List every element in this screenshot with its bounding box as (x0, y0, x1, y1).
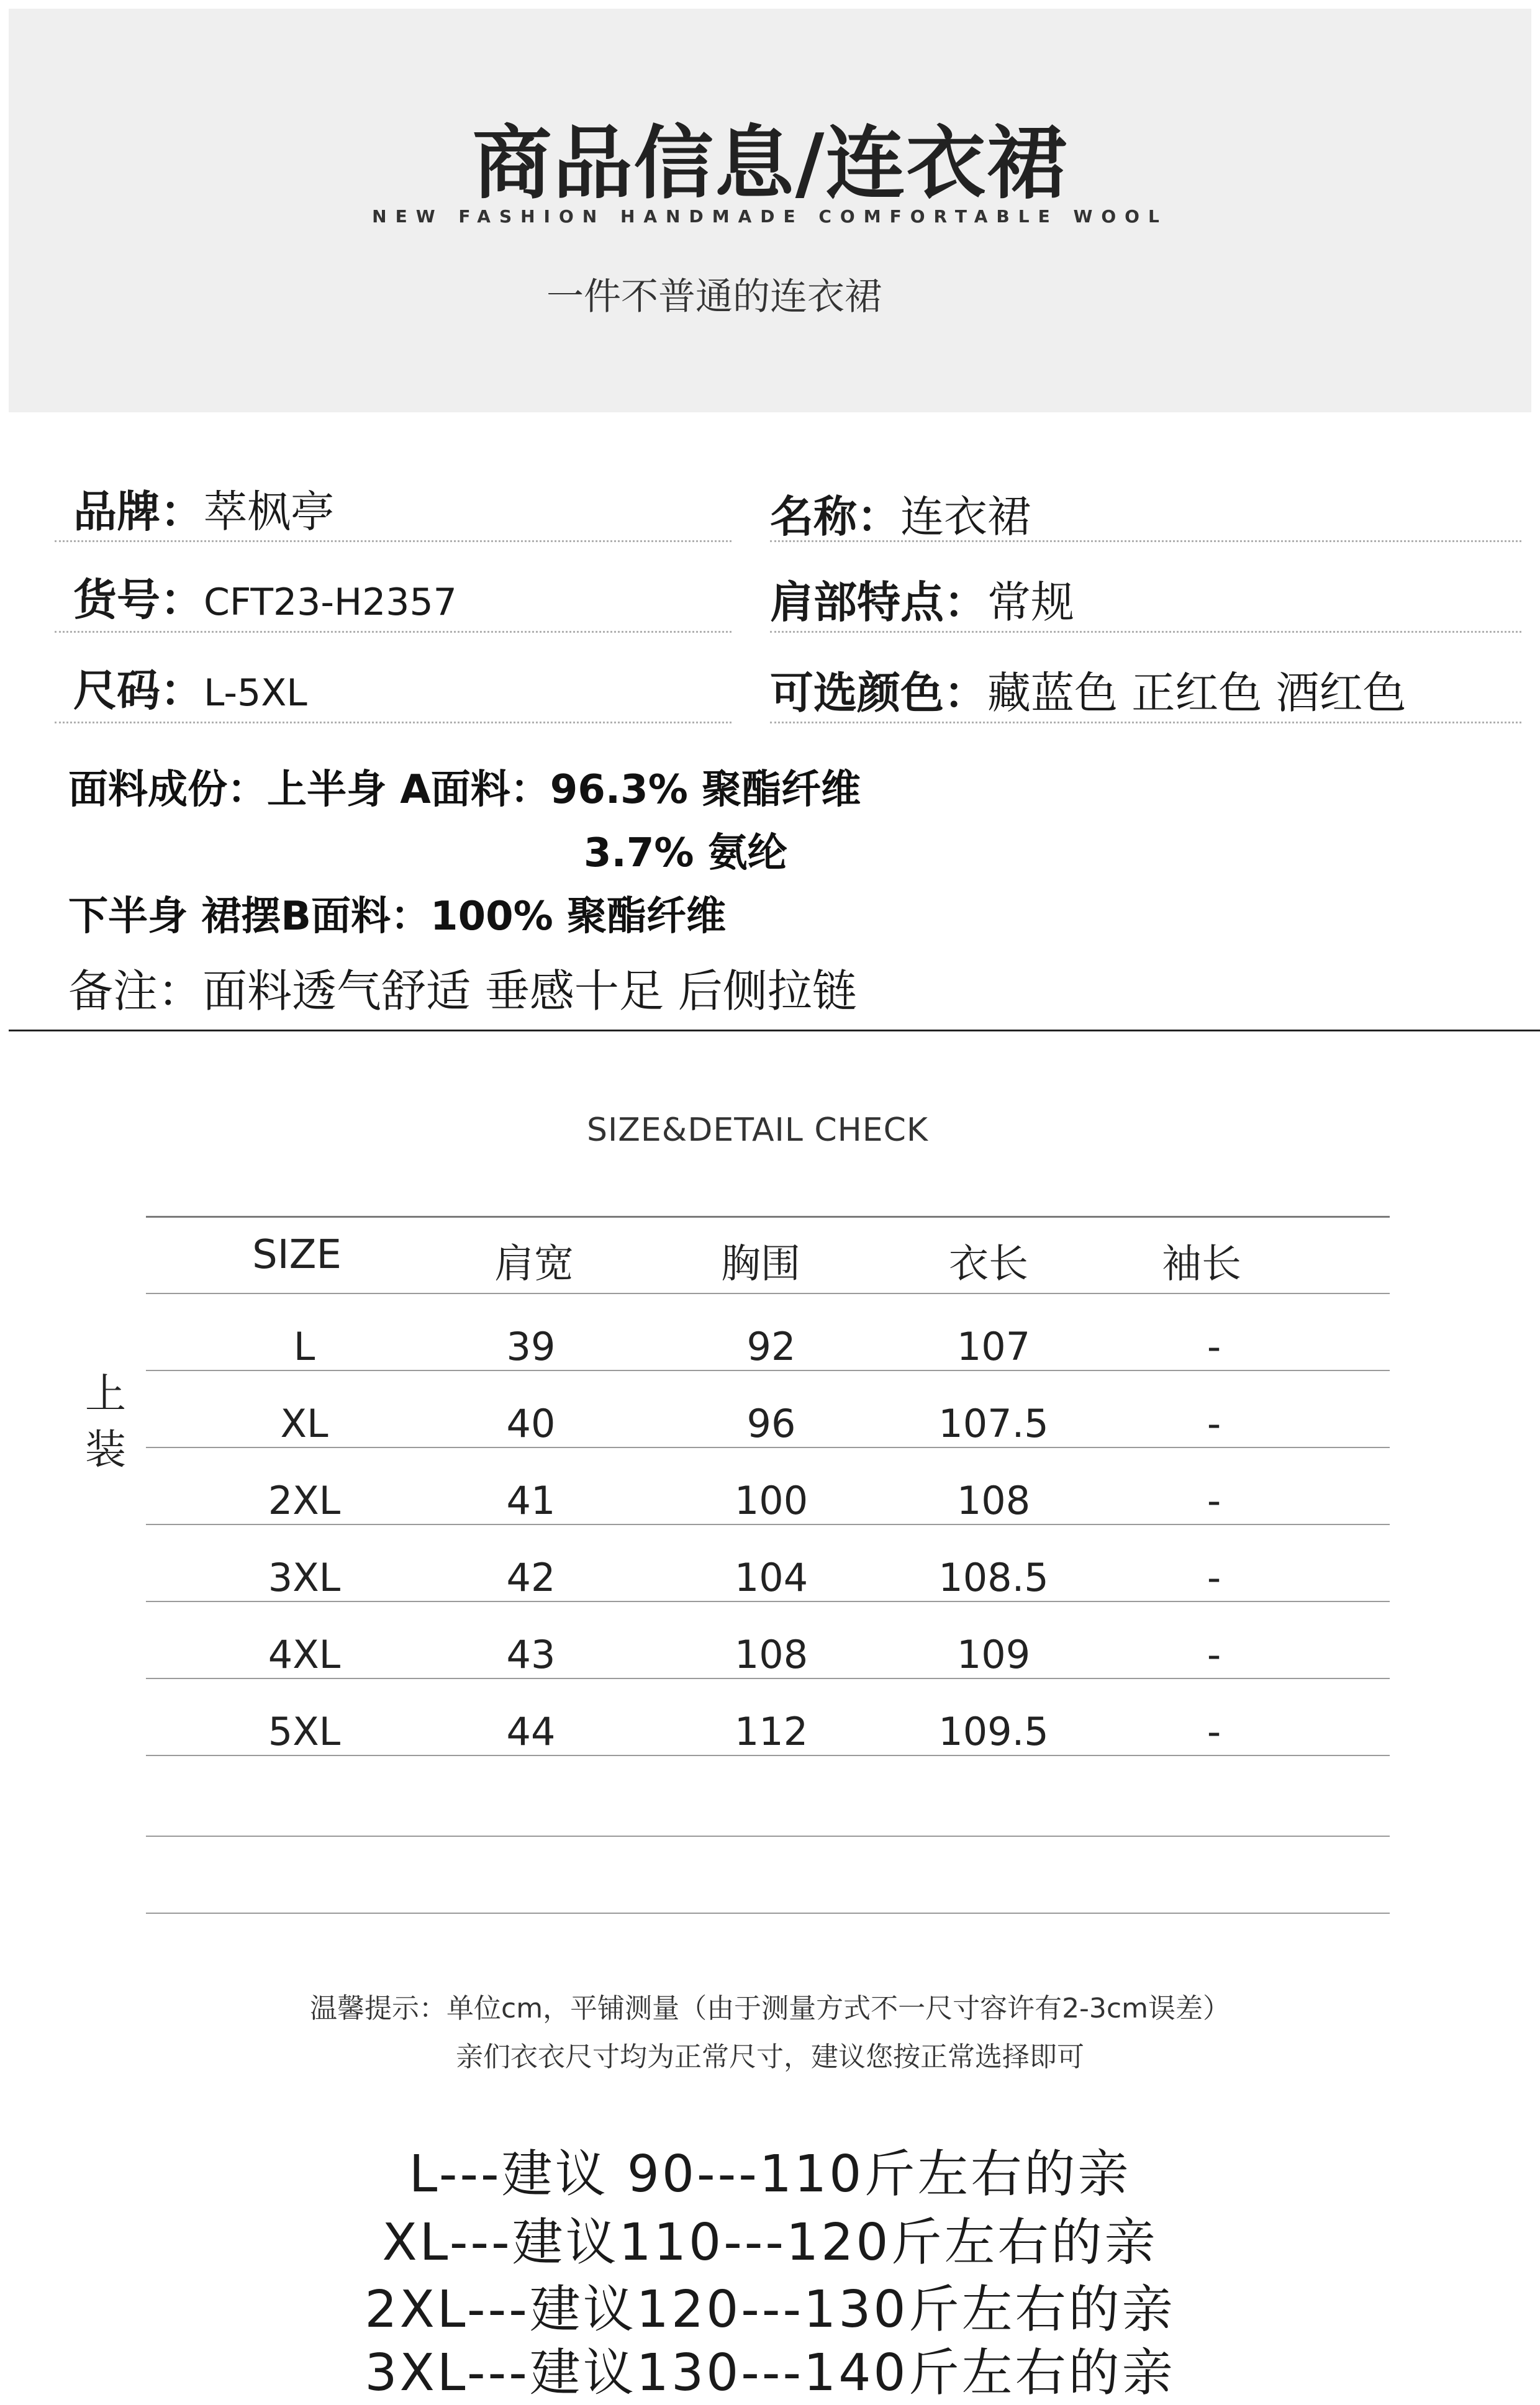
section-divider (9, 1030, 1540, 1031)
cell-shoulder: 43 (506, 1632, 556, 1677)
sku-value: CFT23-H2357 (204, 581, 457, 624)
brand-row (73, 477, 334, 540)
fabric-line-3: 下半身 裙摆B面料：100% 聚酯纤维 (68, 894, 727, 940)
weight-recommendation: L---建议 90---110斤左右的亲 (409, 2145, 1131, 2204)
dotted-divider (55, 540, 732, 542)
dotted-divider (770, 722, 1521, 723)
table-rule (146, 1370, 1390, 1371)
name-label: 名称： (770, 491, 900, 542)
name-value: 连衣裙 (900, 491, 1031, 542)
colors-row (770, 658, 1406, 721)
column-header-sleeve: 袖长 (1162, 1241, 1241, 1287)
weight-recommendation: 2XL---建议120---130斤左右的亲 (365, 2280, 1175, 2339)
shoulder-value: 常规 (987, 577, 1074, 628)
english-subtitle: NEW FASHION HANDMADE COMFORTABLE WOOL (372, 206, 1168, 227)
name-row (770, 482, 1031, 545)
dotted-divider (55, 722, 732, 723)
size-advice: 亲们衣衣尺寸均为正常尺寸，建议您按正常选择即可 (456, 2041, 1084, 2073)
section-label-char: 装 (85, 1426, 126, 1474)
tagline: 一件不普通的连衣裙 (546, 275, 882, 319)
table-rule (146, 1524, 1390, 1525)
table-rule (146, 1601, 1390, 1602)
fabric-line-2: 3.7% 氨纶 (584, 830, 787, 876)
cell-size: XL (280, 1401, 328, 1446)
cell-size: L (293, 1324, 315, 1369)
cell-length: 107 (956, 1324, 1031, 1369)
column-header-shoulder: 肩宽 (494, 1241, 574, 1287)
cell-sleeve: - (1207, 1401, 1221, 1446)
table-rule (146, 1293, 1390, 1294)
section-label-char: 上 (85, 1370, 126, 1418)
cell-length: 108.5 (938, 1555, 1049, 1600)
table-rule (146, 1913, 1390, 1914)
cell-size: 3XL (268, 1555, 341, 1600)
colors-label: 可选颜色： (770, 668, 987, 718)
cell-sleeve: - (1207, 1478, 1221, 1523)
table-rule (146, 1216, 1390, 1218)
shoulder-label: 肩部特点： (770, 577, 987, 628)
table-rule (146, 1755, 1390, 1756)
cell-length: 108 (956, 1478, 1031, 1523)
fabric-note: 备注：面料透气舒适 垂感十足 后侧拉链 (68, 965, 857, 1017)
column-header-size: SIZE (252, 1232, 342, 1278)
size-value: L-5XL (204, 671, 307, 715)
cell-length: 107.5 (938, 1401, 1049, 1446)
weight-recommendation: XL---建议110---120斤左右的亲 (382, 2213, 1158, 2272)
cell-length: 109.5 (938, 1709, 1049, 1754)
cell-chest: 92 (746, 1324, 796, 1369)
cell-size: 4XL (268, 1632, 341, 1677)
table-rule (146, 1678, 1390, 1679)
cell-chest: 104 (734, 1555, 808, 1600)
cell-chest: 100 (734, 1478, 808, 1523)
cell-shoulder: 41 (506, 1478, 556, 1523)
fabric-line-1: 面料成份：上半身 A面料：96.3% 聚酯纤维 (68, 767, 861, 813)
weight-recommendation: 3XL---建议130---140斤左右的亲 (365, 2344, 1175, 2403)
dotted-divider (770, 540, 1521, 542)
colors-value: 藏蓝色 正红色 酒红色 (987, 668, 1406, 718)
dotted-divider (55, 631, 732, 633)
cell-sleeve: - (1207, 1555, 1221, 1600)
cell-sleeve: - (1207, 1632, 1221, 1677)
measurement-tip: 温馨提示：单位cm，平铺测量（由于测量方式不一尺寸容许有2-3cm误差） (310, 1993, 1230, 2024)
cell-shoulder: 42 (506, 1555, 556, 1600)
page-title: 商品信息/连衣裙 (472, 117, 1068, 210)
cell-chest: 112 (734, 1709, 808, 1754)
cell-chest: 96 (746, 1401, 796, 1446)
table-rule (146, 1836, 1390, 1837)
column-header-chest: 胸围 (721, 1241, 800, 1287)
size-label: 尺码： (73, 665, 204, 716)
sku-row (73, 565, 457, 628)
brand-label: 品牌： (73, 486, 204, 537)
size-row (73, 656, 307, 718)
cell-shoulder: 44 (506, 1709, 556, 1754)
cell-sleeve: - (1207, 1709, 1221, 1754)
cell-shoulder: 39 (506, 1324, 556, 1369)
brand-value: 萃枫亭 (204, 486, 334, 537)
shoulder-row (770, 568, 1074, 630)
cell-size: 2XL (268, 1478, 341, 1523)
cell-length: 109 (956, 1632, 1031, 1677)
cell-sleeve: - (1207, 1324, 1221, 1369)
table-rule (146, 1447, 1390, 1448)
column-header-length: 衣长 (949, 1241, 1028, 1287)
dotted-divider (770, 631, 1521, 633)
cell-shoulder: 40 (506, 1401, 556, 1446)
size-table-title: SIZE&DETAIL CHECK (586, 1112, 929, 1149)
cell-size: 5XL (268, 1709, 341, 1754)
section-label-tops (81, 1366, 130, 1478)
sku-label: 货号： (73, 574, 204, 625)
cell-chest: 108 (734, 1632, 808, 1677)
